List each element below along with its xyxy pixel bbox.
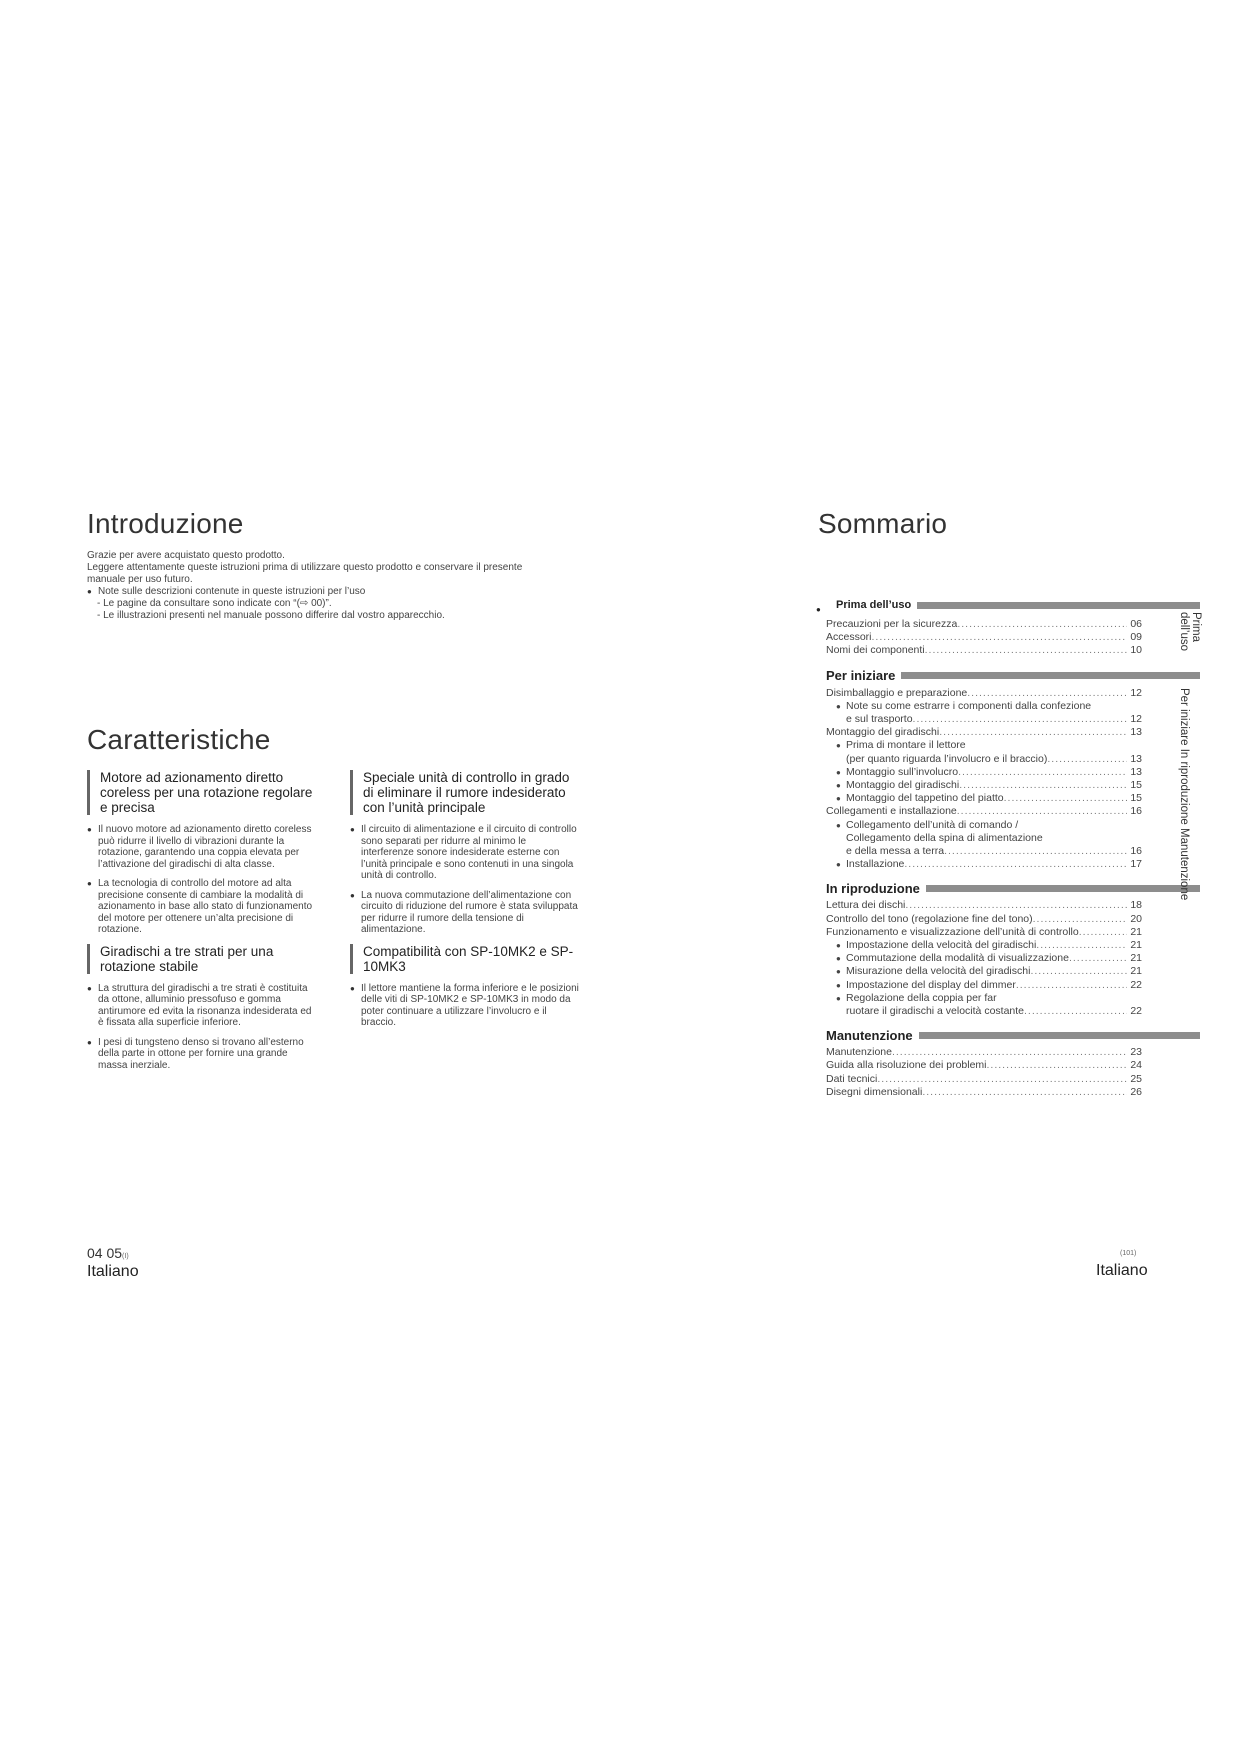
toc-entry[interactable]: Montaggio del giradischi	[826, 726, 940, 739]
toc-entry[interactable]: ● Note su come estrarre i componenti dalla confezione	[846, 700, 1091, 713]
feature-paragraph: ● La tecnologia di controllo del motore ad alta precisione consente di cambiare la modalità di azionamento in base allo stato di funzionamento del motore per ottenere un’alta precisione di rotazione.	[87, 878, 317, 936]
toc-entry[interactable]: (per quanto riguarda l’involucro e il braccio)	[846, 752, 1048, 765]
toc-section-body	[826, 1046, 1142, 1099]
toc-entry[interactable]: Accessori	[826, 631, 872, 644]
toc-page: 12	[1130, 713, 1142, 726]
right-language-label: Italiano	[1096, 1262, 1148, 1279]
intro-title: Introduzione	[87, 508, 244, 539]
toc-section-label: In riproduzione	[826, 880, 920, 896]
toc-page: 21	[1130, 965, 1142, 978]
toc-entry[interactable]: e sul trasporto	[846, 713, 913, 726]
note-sub: - Le illustrazioni presenti nel manuale possono differire dal vostro apparecchio.	[97, 610, 445, 621]
toc-page: 15	[1130, 792, 1142, 805]
language-label: Italiano	[87, 1263, 139, 1280]
toc-page: 24	[1130, 1059, 1142, 1072]
toc-entry[interactable]: Collegamenti e installazione	[826, 805, 957, 818]
right-page-code: (101)	[1120, 1250, 1137, 1257]
toc-page: 22	[1130, 978, 1142, 991]
toc-entry[interactable]: ruotare il giradischi a velocità costante	[846, 1005, 1025, 1018]
toc-section-label: Prima dell’uso	[836, 599, 912, 611]
toc-section-label: Per iniziare	[826, 668, 896, 684]
page-code: (I)	[122, 1253, 129, 1260]
toc-section-heading	[826, 880, 1200, 896]
toc-page: 21	[1130, 925, 1142, 938]
toc-page: 16	[1130, 845, 1142, 858]
note-sub: - Le pagine da consultare sono indicate con “(⇨ 00)”.	[97, 598, 332, 609]
toc-entry[interactable]: Disegni dimensionali	[826, 1085, 923, 1098]
side-tab-prima[interactable]: Prima dell’uso	[1178, 612, 1202, 651]
intro-line: manuale per uso futuro.	[87, 574, 193, 585]
toc-entry[interactable]: Dati tecnici	[826, 1072, 878, 1085]
note-bullet: ● Note sulle descrizioni contenute in queste istruzioni per l’uso	[87, 586, 647, 598]
feature-heading: Giradischi a tre strati per una rotazione stabile	[87, 944, 317, 974]
section-bar	[917, 602, 1200, 609]
toc-page: 13	[1130, 752, 1142, 765]
toc-entry[interactable]: Nomi dei componenti	[826, 644, 925, 657]
toc-section-label: Manutenzione	[826, 1027, 913, 1043]
intro-line: Leggere attentamente queste istruzioni prima di utilizzare questo prodotto e conservare il presente	[87, 562, 523, 573]
section-bar	[901, 672, 1200, 679]
toc-entry[interactable]: ● Installazione	[846, 858, 904, 871]
toc-page: 22	[1130, 1005, 1142, 1018]
toc-section-body	[826, 618, 1142, 658]
intro-body	[87, 550, 647, 622]
toc-page: 13	[1130, 726, 1142, 739]
side-tab-sections[interactable]: Per iniziare In riproduzione Manutenzione	[1178, 688, 1190, 901]
features-column-2	[350, 770, 580, 1037]
toc-page: 20	[1130, 912, 1142, 925]
features-title: Caratteristiche	[87, 724, 271, 755]
toc-page: 21	[1130, 952, 1142, 965]
toc-entry[interactable]: ● Prima di montare il lettore	[846, 739, 966, 752]
toc-page: 06	[1130, 618, 1142, 630]
section-bar	[926, 885, 1200, 892]
toc-entry[interactable]: Precauzioni per la sicurezza	[826, 618, 958, 630]
toc-entry[interactable]: Collegamento della spina di alimentazione	[846, 831, 1043, 844]
toc-entry[interactable]: e della messa a terra	[846, 845, 945, 858]
toc-entry[interactable]: ● Impostazione della velocità del giradischi	[846, 939, 1036, 952]
toc-page: 10	[1130, 644, 1142, 657]
toc-section-heading	[826, 597, 1200, 613]
feature-paragraph: ● La nuova commutazione dell’alimentazione con circuito di riduzione del rumore è stata sviluppata per ridurre il rumore della tensione di alimentazione.	[350, 890, 580, 936]
toc-page: 15	[1130, 779, 1142, 792]
toc-section-heading	[826, 1027, 1200, 1043]
toc-section-heading	[826, 668, 1200, 684]
toc-entry[interactable]: ● Regolazione della coppia per far	[846, 992, 997, 1005]
feature-paragraph: ● Il lettore mantiene la forma inferiore e le posizioni delle viti di SP-10MK2 e SP-10MK3 in modo da poter continuare a utilizzare l’involucro e il braccio.	[350, 983, 580, 1029]
toc-page: 13	[1130, 765, 1142, 778]
toc-entry[interactable]: ● Impostazione del display del dimmer	[846, 979, 1016, 992]
feature-heading: Speciale unità di controllo in grado di eliminare il rumore indesiderato con l’unità principale	[350, 770, 580, 815]
toc-title: Sommario	[818, 508, 948, 539]
toc-entry[interactable]: ● Montaggio del giradischi	[846, 779, 959, 792]
toc-entry[interactable]: Disimballaggio e preparazione	[826, 686, 968, 699]
feature-paragraph: ● Il circuito di alimentazione e il circuito di controllo sono separati per ridurre al minimo le interferenze sonore indesiderate esterne con l’unità principale e sono contenuti in una singola unità di controllo.	[350, 824, 580, 882]
toc-entry[interactable]: ● Collegamento dell’unità di comando /	[846, 819, 1018, 832]
toc-page: 25	[1130, 1072, 1142, 1085]
feature-paragraph: ● I pesi di tungsteno denso si trovano all’esterno della parte in ottone per fornire una grande massa inerziale.	[87, 1037, 317, 1072]
toc-entry[interactable]: Funzionamento e visualizzazione dell’unità di controllo	[826, 925, 1079, 938]
table-of-contents	[826, 597, 1200, 1099]
features-column-1	[87, 770, 317, 1079]
toc-page: 16	[1130, 805, 1142, 818]
toc-section-body	[826, 687, 1142, 872]
toc-page: 18	[1130, 899, 1142, 912]
toc-page: 09	[1130, 631, 1142, 644]
toc-entry[interactable]: ● Montaggio del tappetino del piatto	[846, 792, 1004, 805]
feature-paragraph: ● La struttura del giradischi a tre strati è costituita da ottone, alluminio pressofuso e gomma antirumore ed evita la risonanza indesiderata ed è fissata alla superficie inferiore.	[87, 983, 317, 1029]
toc-entry[interactable]: ● Commutazione della modalità di visualizzazione	[846, 952, 1069, 965]
toc-page: 21	[1130, 939, 1142, 952]
toc-entry[interactable]: Guida alla risoluzione dei problemi	[826, 1059, 987, 1072]
feature-heading: Compatibilità con SP-10MK2 e SP-10MK3	[350, 944, 580, 974]
toc-entry[interactable]: Controllo del tono (regolazione fine del tono)	[826, 912, 1033, 925]
toc-entry[interactable]: Manutenzione	[826, 1046, 892, 1059]
toc-page: 23	[1130, 1046, 1142, 1059]
page-number: 04 05	[87, 1245, 123, 1261]
toc-page: 17	[1130, 858, 1142, 871]
toc-entry[interactable]: ● Montaggio sull’involucro	[846, 766, 958, 779]
toc-entry[interactable]: ● Misurazione della velocità del giradischi	[846, 965, 1030, 978]
toc-entry[interactable]: Lettura dei dischi	[826, 899, 906, 912]
section-bar	[919, 1032, 1200, 1039]
toc-page: 12	[1130, 686, 1142, 699]
feature-paragraph: ● Il nuovo motore ad azionamento diretto coreless può ridurre il livello di vibrazioni durante la rotazione, garantendo una coppia elevata per l’attivazione del giradischi di alta classe.	[87, 824, 317, 870]
intro-line: Grazie per avere acquistato questo prodotto.	[87, 550, 285, 561]
left-footer	[87, 1245, 139, 1281]
feature-heading: Motore ad azionamento diretto coreless per una rotazione regolare e precisa	[87, 770, 317, 815]
toc-section-body	[826, 899, 1142, 1018]
toc-page: 26	[1130, 1085, 1142, 1098]
